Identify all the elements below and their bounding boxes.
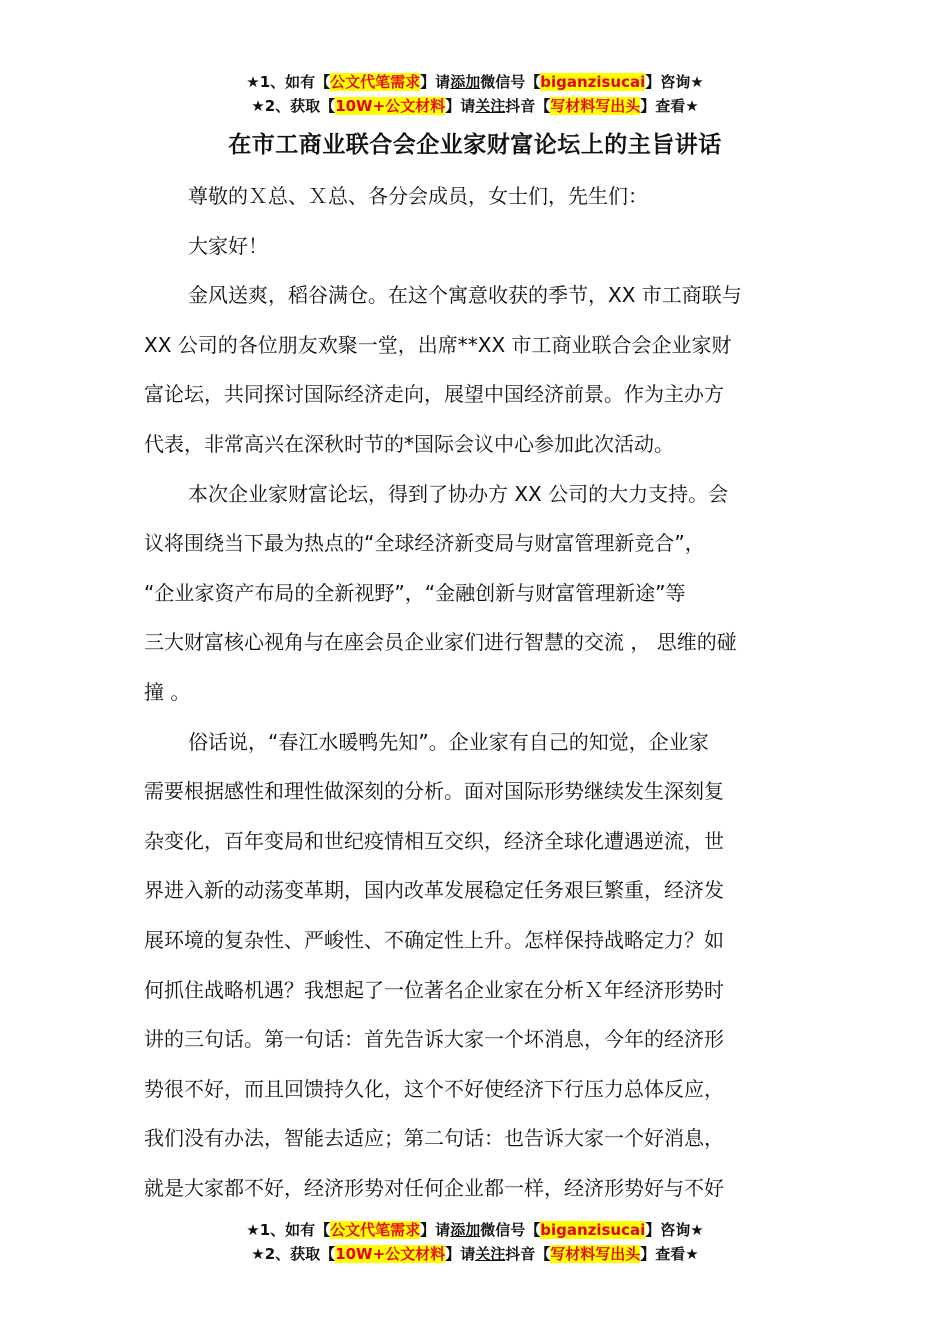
text-line: 展环境的复杂性、严峻性、不确定性上升。怎样保持战略定力？如	[144, 927, 724, 952]
text-line: 金风送爽，稻谷满仓。在这个寓意收获的季节，XX 市工商联与	[188, 283, 742, 308]
document-body	[144, 172, 808, 1213]
promo-underline: 关注	[475, 97, 506, 115]
promo-line-1	[0, 1218, 950, 1242]
text-line: 就是大家都不好，经济形势对任何企业都一样，经济形势好与不好	[144, 1175, 724, 1200]
text-line: 何抓住战略机遇？我想起了一位著名企业家在分析Ｘ年经济形势时	[144, 977, 724, 1002]
promo-highlight: 公文代笔需求	[330, 73, 421, 91]
promo-underline: 关注	[475, 1245, 506, 1263]
text-line: 尊敬的Ｘ总、Ｘ总、各分会成员，女士们，先生们：	[188, 184, 648, 208]
text-line: 讲的三句话。第一句话：首先告诉大家一个坏消息，今年的经济形	[144, 1027, 724, 1052]
promo-text: 】请	[420, 1221, 451, 1239]
text-line: 杂变化，百年变局和世纪疫情相互交织，经济全球化遭遇逆流，世	[144, 828, 724, 853]
promo-underline: 添加	[450, 73, 481, 91]
promo-text: 】查看★	[640, 97, 699, 115]
promo-text: 抖音【	[505, 1245, 551, 1263]
text-line: 议将围绕当下最为热点的“全球经济新变局与财富管理新竞合”，	[144, 531, 705, 556]
promo-text: ★1、如有【	[246, 73, 331, 91]
text-line: XX 公司的各位朋友欢聚一堂，出席**XX 市工商业联合会企业家财	[144, 332, 732, 357]
promo-banner-bottom	[0, 1218, 950, 1266]
promo-line-2	[0, 1242, 950, 1266]
text-line: 本次企业家财富论坛，得到了协办方 XX 公司的大力支持。会	[188, 481, 729, 506]
promo-text: 微信号【	[480, 1221, 541, 1239]
promo-line-2	[0, 94, 950, 118]
promo-line-1	[0, 70, 950, 94]
promo-text: ★1、如有【	[246, 1221, 331, 1239]
text-line: 大家好！	[188, 233, 268, 258]
promo-highlight: 10W+公文材料	[335, 97, 446, 115]
promo-text: ★2、获取【	[251, 97, 336, 115]
promo-text: 】请	[445, 1245, 476, 1263]
text-line: 我们没有办法，智能去适应；第二句话：也告诉大家一个好消息，	[144, 1126, 724, 1151]
promo-highlight: 公文代笔需求	[330, 1221, 421, 1239]
text-line: 代表，非常高兴在深秋时节的*国际会议中心参加此次活动。	[144, 431, 674, 456]
promo-highlight: 写材料写出头	[550, 1245, 641, 1263]
promo-text: 】请	[445, 97, 476, 115]
text-line: “企业家资产布局的全新视野”，“金融创新与财富管理新途”等	[144, 580, 686, 605]
text-line: 需要根据感性和理性做深刻的分析。面对国际形势继续发生深刻复	[144, 779, 724, 804]
promo-text: 】查看★	[640, 1245, 699, 1263]
promo-highlight: biganzisucai	[540, 73, 646, 91]
promo-banner-top	[0, 70, 950, 118]
text-line: 势很不好，而且回馈持久化，这个不好使经济下行压力总体反应，	[144, 1076, 724, 1101]
promo-text: 】咨询★	[645, 73, 704, 91]
text-line: 撞 。	[144, 679, 191, 704]
text-line: 界进入新的动荡变革期，国内改革发展稳定任务艰巨繁重，经济发	[144, 878, 724, 903]
text-line: 俗话说，“春江水暖鸭先知”。企业家有自己的知觉，企业家	[188, 729, 709, 754]
promo-text: 抖音【	[505, 97, 551, 115]
promo-text: 】咨询★	[645, 1221, 704, 1239]
promo-text: ★2、获取【	[251, 1245, 336, 1263]
promo-highlight: 10W+公文材料	[335, 1245, 446, 1263]
promo-text: 微信号【	[480, 73, 541, 91]
promo-highlight: 写材料写出头	[550, 97, 641, 115]
text-line: 富论坛，共同探讨国际经济走向，展望中国经济前景。作为主办方	[144, 382, 724, 407]
promo-underline: 添加	[450, 1221, 481, 1239]
text-line: 三大财富核心视角与在座会员企业家们进行智慧的交流 ， 思维的碰	[144, 630, 737, 655]
promo-highlight: biganzisucai	[540, 1221, 646, 1239]
document-title: 在市工商业联合会企业家财富论坛上的主旨讲话	[228, 132, 722, 158]
promo-text: 】请	[420, 73, 451, 91]
